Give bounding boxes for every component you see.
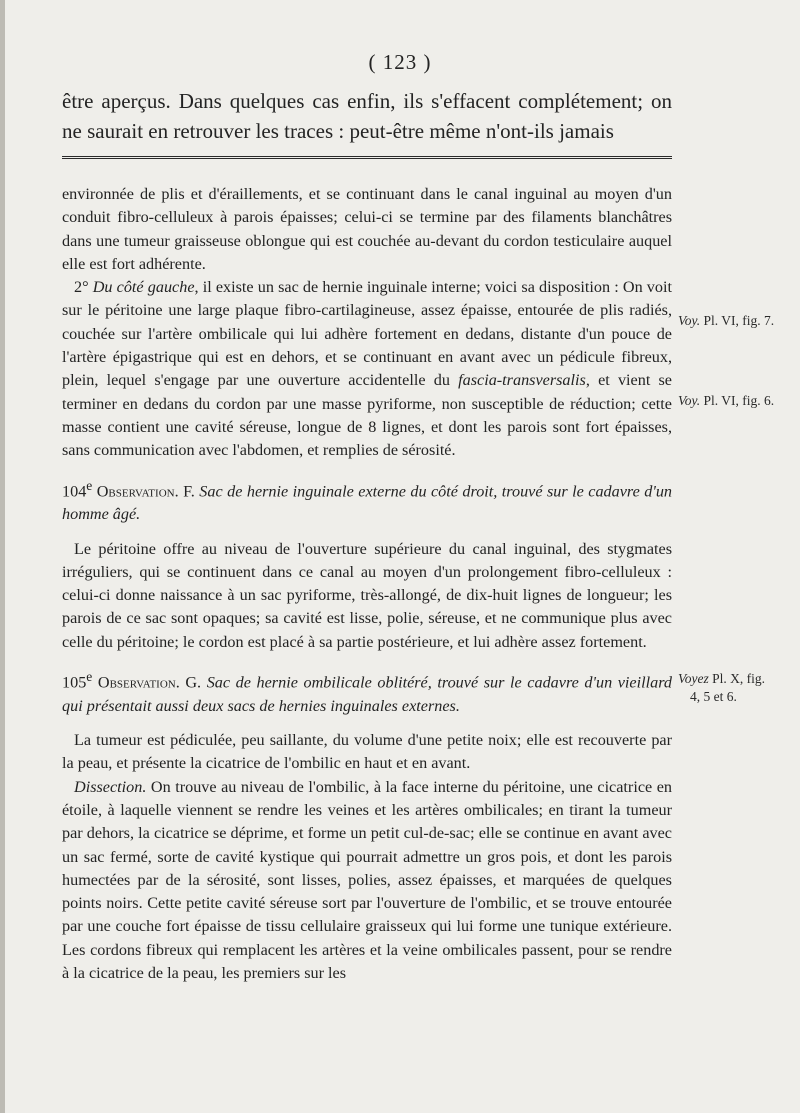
paragraph-cote-gauche: 2° Du côté gauche, il existe un sac de hernie inguinale interne; voici sa disposition : On voit sur le péritoine une large plaque fibro-cartilagineuse, assez épaisse, entourée de plis radiés, couchée sur l'artère ombilicale qui lui adhère fortement en dedans, distante d'un pouce de l'artère épigastrique qui est en dehors, et se continuant en avant avec un pédicule fibreux, plein, lequel s'engage par une ouverture accidentelle du fascia-transversalis, et vient se terminer en dedans du cordon par une masse pyriforme, non susceptible de réduction; cette masse contient une cavité séreuse, longue de 8 lignes, et dont les parois sont fort épaisses, sans communication avec l'abdomen, et remplies de sérosité. (62, 278, 672, 460)
margin-note-plate-6-fig-6: Voy. Pl. VI, fig. 6. (678, 393, 775, 408)
main-text-block (62, 183, 672, 985)
paragraph-environnee: environnée de plis et d'éraillements, et se continuant dans le canal inguinal au moyen d'un conduit fibro-celluleux à parois épaisses; celui-ci se termine par des filaments blanchâtres dans une tumeur graisseuse oblongue qui est couchée au-devant du cordon testiculaire auquel elle est fort adhérente. (62, 185, 672, 273)
margin-note-plate-10: Voyez Pl. X, fig. 4, 5 et 6. (678, 671, 766, 704)
top-paragraph-fragment: être aperçus. Dans quelques cas enfin, ils s'effacent complétement; on ne saurait en retrouver les traces : peut-être même n'ont-ils jamais (62, 89, 672, 143)
margin-note-plate-6-fig-7: Voy. Pl. VI, fig. 7. (678, 313, 775, 328)
observation-105-heading: 105e Observation. G. Sac de hernie ombilicale oblitéré, trouvé sur le cadavre d'un vieillard qui présentait aussi deux sacs de hernies inguinales externes. (62, 669, 672, 715)
horizontal-rule (62, 156, 672, 161)
paragraph-dissection: Dissection. On trouve au niveau de l'ombilic, à la face interne du péritoine, une cicatrice en étoile, à laquelle viennent se rendre les veines et les artères ombilicales; en tirant la tumeur par dehors, la cicatrice se déprime, et forme un petit cul-de-sac; elle se continue en avant avec un sac fermé, sorte de cavité kystique qui pourrait admettre un gros pois, et dont les parois humectées par de la sérosité, sont lisses, polies, assez épaisses, et marquées de quelques points noirs. Cette petite cavité séreuse sort par l'ouverture de l'ombilic, et se trouve entourée par une couche fort épaisse de tissu cellulaire graisseux qui lui forme une tunique extérieure. Les cordons fibreux qui remplacent les artères et la veine ombilicales passent, pour se rendre à la cicatrice de la peau, les premiers sur les (62, 777, 672, 982)
paragraph-tumeur: La tumeur est pédiculée, peu saillante, du volume d'une petite noix; elle est recouverte par la peau, et présente la cicatrice de l'ombilic en haut et en avant. (62, 731, 672, 773)
page-edge-shadow (0, 0, 5, 1113)
observation-104-heading: 104e Observation. F. Sac de hernie inguinale externe du côté droit, trouvé sur le cadavre d'un homme âgé. (62, 477, 673, 524)
paragraph-observation-104: Le péritoine offre au niveau de l'ouverture supérieure du canal inguinal, des stygmates irréguliers, qui se continuent dans ce canal au moyen d'un prolongement fibro-celluleux : celui-ci donne naissance à un sac pyriforme, très-allongé, de dix-huit lignes de longueur; les parois de ce sac sont opaques; sa cavité est lisse, polie, séreuse, et ne communique plus avec celle du péritoine; le cordon est placé à sa partie postérieure, et lui adhère assez fortement. (62, 539, 672, 651)
page-number: ( 123 ) (368, 50, 432, 74)
